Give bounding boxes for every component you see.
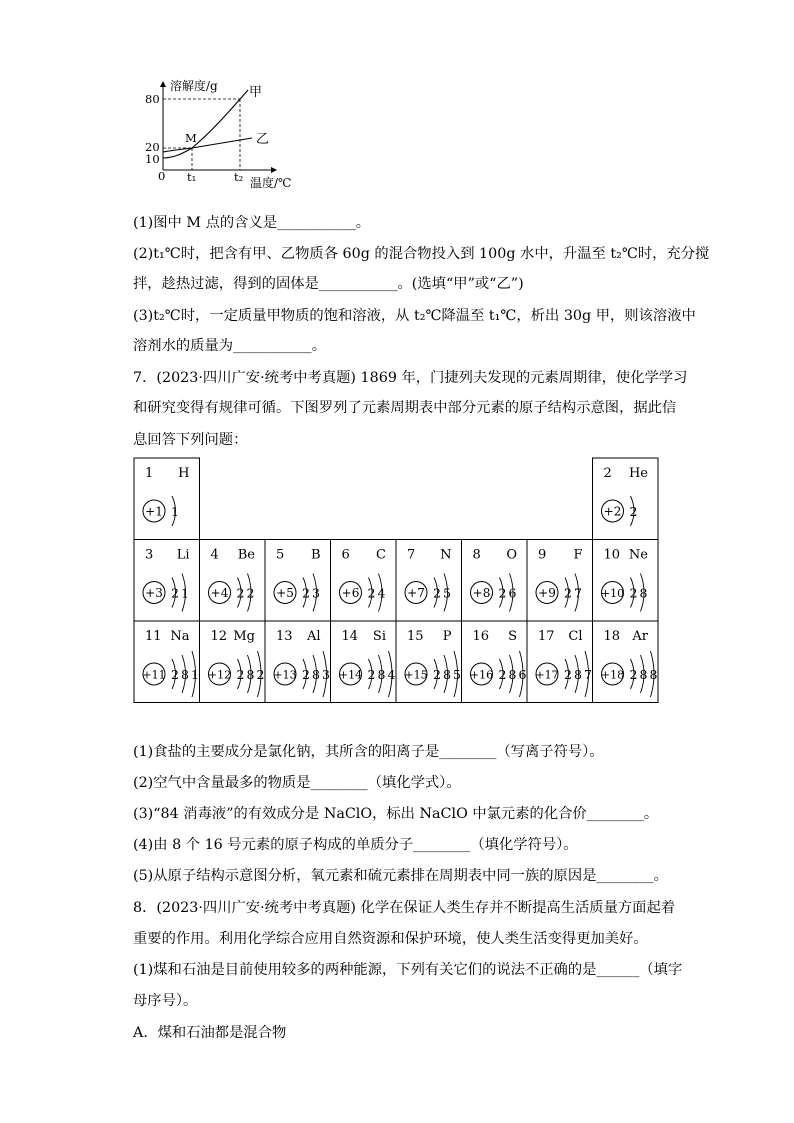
shell-electron-count: 2 xyxy=(171,667,179,682)
element-symbol: F xyxy=(573,547,583,563)
atomic-number: 11 xyxy=(145,629,162,644)
element-cell-al xyxy=(265,621,331,703)
shell-electron-count: 8 xyxy=(377,667,386,682)
cell-border xyxy=(331,540,397,622)
shell-electron-count: 2 xyxy=(246,585,255,601)
shell-electron-count: 2 xyxy=(367,667,376,682)
cell-border xyxy=(593,540,659,622)
shell-electron-count: 7 xyxy=(584,667,592,682)
q8-sub1-line2: 母序号）。 xyxy=(133,993,198,1009)
cell-border xyxy=(396,540,462,622)
shell-electron-count: 8 xyxy=(508,667,517,682)
element-cell-ne xyxy=(593,540,659,622)
element-symbol: Mg xyxy=(233,629,255,644)
shell-electron-count: 2 xyxy=(367,585,376,601)
shell-electron-count: 1 xyxy=(191,667,199,682)
shell-electron-count: 3 xyxy=(312,585,320,601)
cell-border xyxy=(396,621,462,703)
shell-electron-count: 2 xyxy=(564,585,572,601)
cell-border xyxy=(527,540,593,622)
nuclear-charge: +18 xyxy=(600,668,625,682)
nuclear-charge: +8 xyxy=(472,586,491,600)
cell-border xyxy=(265,621,331,703)
nuclear-charge: +3 xyxy=(145,586,163,600)
shell-electron-count: 8 xyxy=(574,667,582,682)
nuclear-charge: +15 xyxy=(404,668,428,682)
point-m-label: M xyxy=(185,131,197,145)
series-yi-label: 乙 xyxy=(256,132,270,147)
q7-sub3: (3)“84 消毒液”的有效成分是 NaClO，标出 NaClO 中氯元素的化合价________。 xyxy=(133,806,659,822)
nuclear-charge: +10 xyxy=(600,587,625,600)
shell-electron-count: 8 xyxy=(246,667,255,682)
q6-sub3-line2: 溶剂水的质量为___________。 xyxy=(133,338,327,354)
q6-sub2-line1: (2)t₁℃时，把含有甲、乙物质各 60g 的混合物投入到 100g 水中，升温至 t₂℃时，充分搅 xyxy=(133,246,710,262)
shell-electron-count: 1 xyxy=(171,504,179,519)
cell-border xyxy=(593,458,659,540)
cell-border xyxy=(462,540,528,622)
cell-border xyxy=(200,540,266,622)
atomic-number: 16 xyxy=(472,629,490,644)
nuclear-charge: +6 xyxy=(341,586,360,600)
shell-electron-count: 8 xyxy=(443,667,451,682)
atomic-number: 12 xyxy=(210,629,228,644)
nuclear-charge: +16 xyxy=(469,668,494,682)
q6-sub1: (1)图中 M 点的含义是___________。 xyxy=(133,215,370,231)
nuclear-charge: +9 xyxy=(538,586,556,600)
element-cell-na xyxy=(134,621,200,703)
q7-sub4: (4)由 8 个 16 号元素的原子构成的单质分子________（填化学符号）。 xyxy=(133,837,578,853)
element-symbol: S xyxy=(508,629,517,644)
nuclear-charge: +14 xyxy=(338,668,363,682)
shell-electron-count: 6 xyxy=(508,585,517,601)
shell-electron-count: 3 xyxy=(322,667,330,682)
cell-border xyxy=(134,458,200,540)
shell-electron-count: 8 xyxy=(639,585,648,601)
shell-electron-count: 2 xyxy=(302,585,310,601)
shell-electron-count: 8 xyxy=(639,667,648,682)
t2-label: t₂ xyxy=(234,170,244,184)
shell-electron-count: 8 xyxy=(181,667,189,682)
nuclear-charge: +2 xyxy=(603,504,622,519)
nuclear-charge: +13 xyxy=(273,668,297,682)
element-cell-ar xyxy=(593,621,659,703)
nuclear-charge: +17 xyxy=(535,668,559,682)
shell-electron-count: 2 xyxy=(629,504,638,519)
atomic-number: 9 xyxy=(538,547,547,563)
element-cell-be xyxy=(200,540,266,622)
shell-electron-count: 2 xyxy=(433,667,441,682)
element-cell-p xyxy=(396,621,462,703)
shell-electron-count: 2 xyxy=(171,585,179,601)
element-symbol: Si xyxy=(372,629,386,644)
shell-electron-count: 2 xyxy=(302,667,310,682)
atomic-number: 7 xyxy=(407,547,416,563)
shell-electron-count: 1 xyxy=(181,585,189,601)
shell-electron-count: 4 xyxy=(377,585,386,601)
element-symbol: Na xyxy=(170,629,190,644)
shell-electron-count: 2 xyxy=(629,585,638,601)
shell-electron-count: 4 xyxy=(387,667,396,682)
element-symbol: He xyxy=(628,466,648,481)
cell-border xyxy=(527,621,593,703)
shell-electron-count: 2 xyxy=(498,585,507,601)
q8-stem-line1: 8．(2023·四川广安·统考中考真题) 化学在保证人类生存并不断提高生活质量方面起着 xyxy=(133,900,676,916)
q8-sub1-line1: (1)煤和石油是目前使用较多的两种能源，下列有关它们的说法不正确的是______（填字 xyxy=(133,962,683,978)
shell-electron-count: 2 xyxy=(236,667,245,682)
q6-sub3-line1: (3)t₂℃时，一定质量甲物质的饱和溶液，从 t₂℃降温至 t₁℃，析出 30g 甲，则该溶液中 xyxy=(133,308,696,324)
nuclear-charge: +5 xyxy=(276,586,294,600)
element-cell-n xyxy=(396,540,462,622)
shell-electron-count: 7 xyxy=(574,585,582,601)
q7-sub1: (1)食盐的主要成分是氯化钠，其所含的阳离子是________（写离子符号）。 xyxy=(133,744,604,760)
element-symbol: N xyxy=(440,547,452,563)
element-cell-f xyxy=(527,540,593,622)
shell-electron-count: 2 xyxy=(498,667,507,682)
atomic-number: 8 xyxy=(472,547,481,563)
q8-option-a: A．煤和石油都是混合物 xyxy=(133,1025,287,1041)
element-symbol: Ar xyxy=(632,629,648,644)
curve-yi xyxy=(163,138,252,152)
element-cell-b xyxy=(265,540,331,622)
solubility-graph xyxy=(130,78,305,193)
element-cell-mg xyxy=(200,621,266,703)
q6-sub2-line2: 拌，趁热过滤，得到的固体是___________。(选填“甲”或“乙”) xyxy=(133,276,524,292)
element-symbol: B xyxy=(310,547,321,563)
atomic-number: 5 xyxy=(276,547,285,563)
element-cell-si xyxy=(331,621,397,703)
nuclear-charge: +12 xyxy=(207,668,232,682)
element-symbol: P xyxy=(442,629,452,644)
shell-electron-count: 2 xyxy=(433,585,441,601)
shell-electron-count: 5 xyxy=(453,667,461,682)
tick-20: 20 xyxy=(145,140,160,154)
shell-electron-count: 6 xyxy=(518,667,527,682)
atomic-number: 4 xyxy=(210,547,219,563)
element-cell-cl xyxy=(527,621,593,703)
shell-electron-count: 2 xyxy=(629,667,638,682)
element-symbol: C xyxy=(376,547,386,563)
element-cell-h xyxy=(134,458,200,540)
cell-border xyxy=(462,621,528,703)
element-cell-c xyxy=(331,540,397,622)
nuclear-charge: +11 xyxy=(142,668,166,682)
shell-electron-count: 2 xyxy=(256,667,265,682)
cell-border xyxy=(134,621,200,703)
t1-label: t₁ xyxy=(187,170,197,184)
q7-stem-line3: 息回答下列问题： xyxy=(133,432,248,448)
atomic-number: 10 xyxy=(603,547,621,563)
element-symbol: Li xyxy=(176,547,190,563)
shell-electron-count: 5 xyxy=(443,585,451,601)
y-axis-label: 溶解度/g xyxy=(170,79,218,93)
cell-border xyxy=(593,621,659,703)
atomic-number: 14 xyxy=(341,629,359,644)
cell-border xyxy=(134,540,200,622)
origin-label: 0 xyxy=(158,169,166,183)
shell-electron-count: 8 xyxy=(312,667,320,682)
element-symbol: Ne xyxy=(628,547,648,563)
element-cell-he xyxy=(593,458,659,540)
atomic-number: 18 xyxy=(603,629,621,644)
cell-border xyxy=(265,540,331,622)
element-symbol: Cl xyxy=(568,629,583,644)
q8-stem-line2: 重要的作用。利用化学综合应用自然资源和保护环境，使人类生活变得更加美好。 xyxy=(133,931,648,947)
element-symbol: H xyxy=(178,466,190,481)
element-symbol: Al xyxy=(306,629,321,644)
atomic-number: 2 xyxy=(603,466,612,481)
atomic-number: 3 xyxy=(145,547,154,563)
shell-electron-count: 2 xyxy=(236,585,245,601)
q7-stem-line1: 7．(2023·四川广安·统考中考真题) 1869 年，门捷列夫发现的元素周期律，使化学学习 xyxy=(133,370,688,386)
nuclear-charge: +7 xyxy=(407,586,425,600)
element-symbol: Be xyxy=(237,547,255,563)
q7-stem-line2: 和研究变得有规律可循。下图罗列了元素周期表中部分元素的原子结构示意图，据此信 xyxy=(133,400,677,416)
shell-electron-count: 8 xyxy=(649,667,658,682)
nuclear-charge: +4 xyxy=(210,586,229,600)
element-cell-s xyxy=(462,621,528,703)
cell-border xyxy=(200,621,266,703)
q7-sub5: (5)从原子结构示意图分析，氧元素和硫元素排在周期表中同一族的原因是________。 xyxy=(133,868,668,884)
nuclear-charge: +1 xyxy=(145,504,163,519)
x-axis-label: 温度/℃ xyxy=(250,176,292,190)
element-cell-li xyxy=(134,540,200,622)
atomic-number: 6 xyxy=(341,547,350,563)
atomic-number: 17 xyxy=(538,629,555,644)
cell-border xyxy=(331,621,397,703)
element-symbol: O xyxy=(506,547,517,563)
q7-sub2: (2)空气中含量最多的物质是________（填化学式）。 xyxy=(133,775,461,791)
atomic-number: 13 xyxy=(276,629,293,644)
tick-10: 10 xyxy=(145,152,160,166)
periodic-table xyxy=(133,457,661,703)
tick-80: 80 xyxy=(145,92,160,106)
atomic-number: 15 xyxy=(407,629,424,644)
atomic-number: 1 xyxy=(145,466,154,481)
shell-electron-count: 2 xyxy=(564,667,572,682)
series-jia-label: 甲 xyxy=(249,85,263,100)
element-cell-o xyxy=(462,540,528,622)
